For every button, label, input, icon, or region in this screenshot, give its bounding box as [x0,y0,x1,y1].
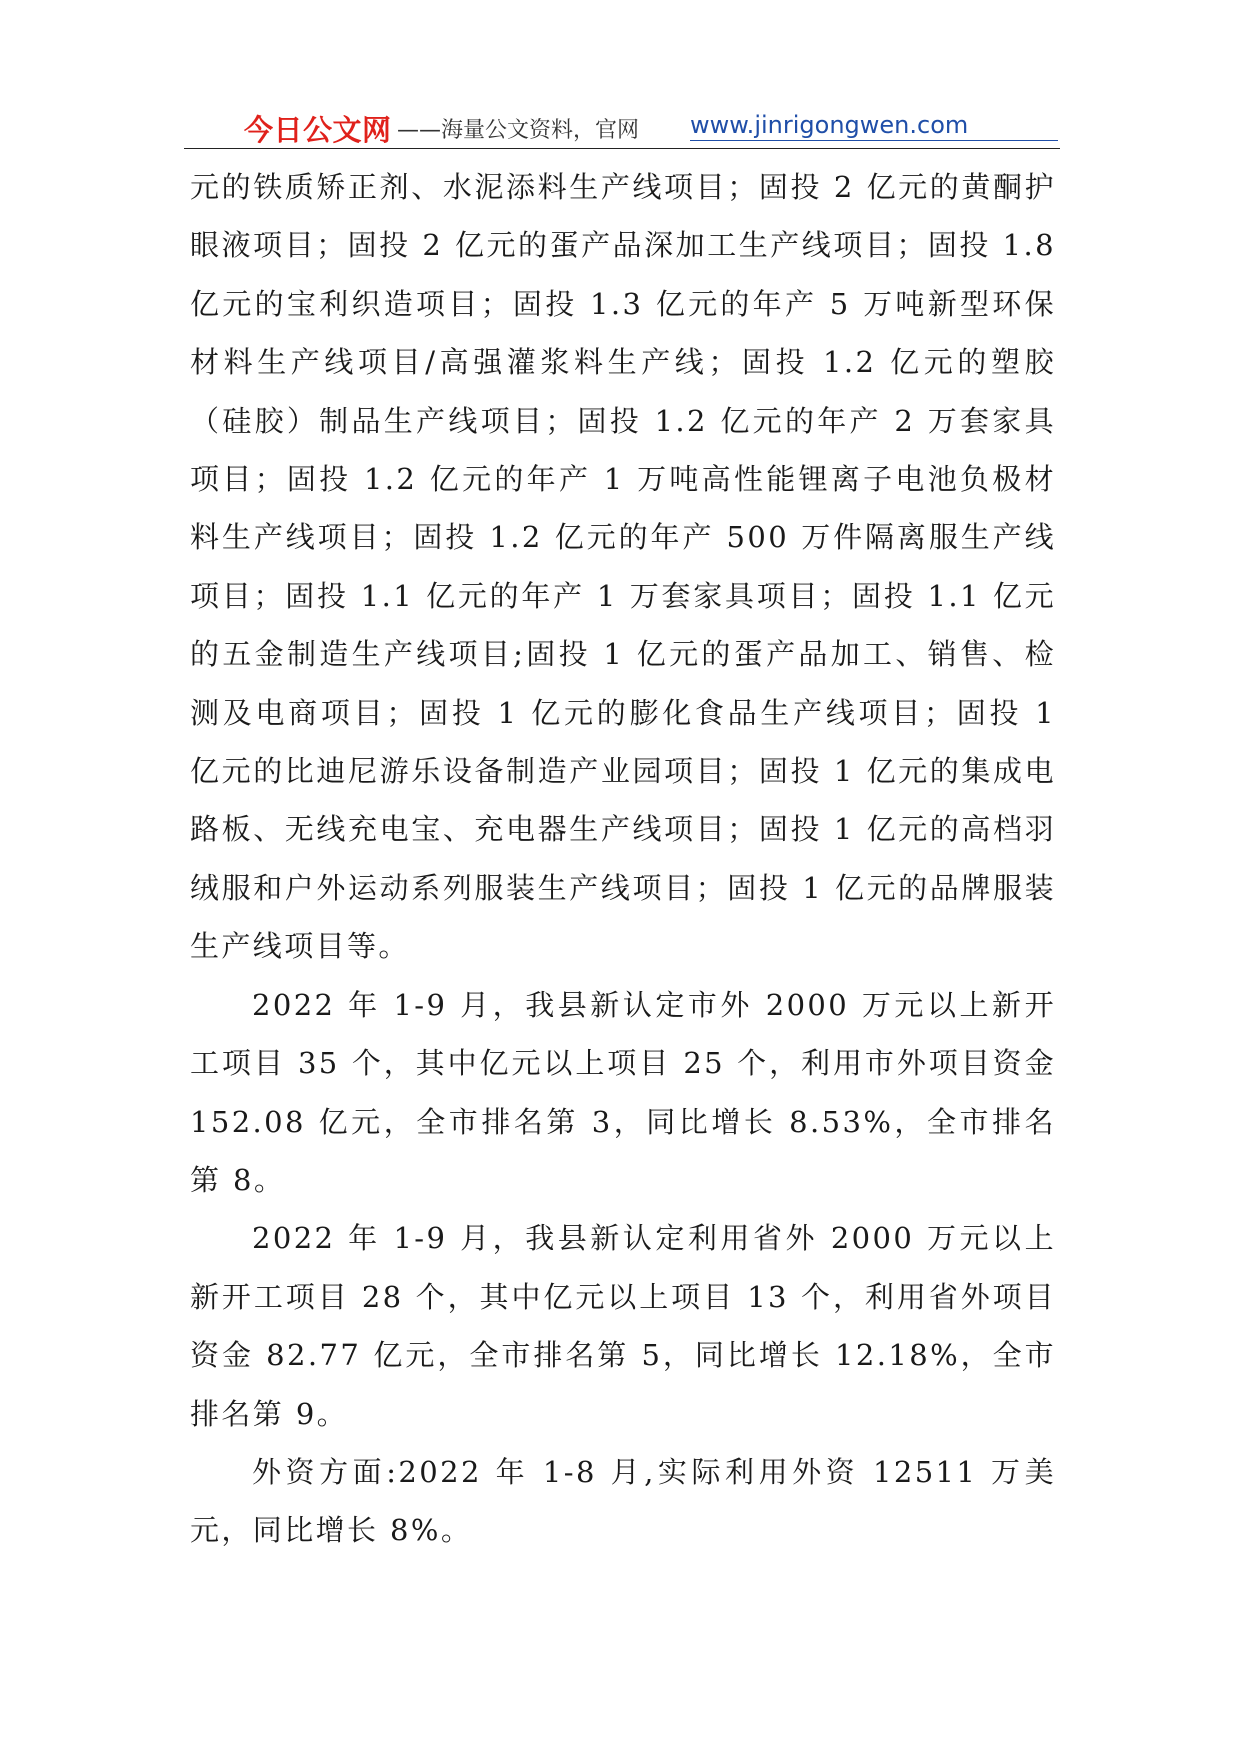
paragraph-foreign-investment: 外资方面:2022 年 1-8 月,实际利用外资 12511 万美元，同比增长 8%。 [190,1454,1056,1548]
document-body [190,158,1056,1560]
paragraph-province-projects: 2022 年 1-9 月，我县新认定利用省外 2000 万元以上新开工项目 28 个，其中亿元以上项目 13 个，利用省外项目资金 82.77 亿元，全市排名第 5，同比增长 12.18%，全市排名第 9。 [190,1221,1056,1431]
site-link-underline [690,140,1058,141]
page-header [184,106,1060,149]
brand-logo-text: 今日公文网 [244,113,392,147]
paragraph-project-list: 元的铁质矫正剂、水泥添料生产线项目；固投 2 亿元的黄酮护眼液项目；固投 2 亿元的蛋产品深加工生产线项目；固投 1.8 亿元的宝利织造项目；固投 1.3 亿元的年产 5 万吨新型环保材料生产线项目/高强灌浆料生产线；固投 1.2 亿元的塑胶（硅胶）制品生产线项目；固投 1.2 亿元的年产 2 万套家具项目；固投 1.2 亿元的年产 1 万吨高性能锂离子电池负极材料生产线项目；固投 1.2 亿元的年产 500 万件隔离服生产线项目；固投 1.1 亿元的年产 1 万套家具项目；固投 1.1 亿元的五金制造生产线项目;固投 1 亿元的蛋产品加工、销售、检测及电商项目；固投 1 亿元的膨化食品生产线项目；固投 1 亿元的比迪尼游乐设备制造产业园项目；固投 1 亿元的集成电路板、无线充电宝、充电器生产线项目；固投 1 亿元的高档羽绒服和户外运动系列服装生产线项目；固投 1 亿元的品牌服装生产线项目等。 [190,170,1056,964]
paragraph-city-projects: 2022 年 1-9 月，我县新认定市外 2000 万元以上新开工项目 35 个，其中亿元以上项目 25 个，利用市外项目资金 152.08 亿元，全市排名第 3，同比增长 8.53%，全市排名第 8。 [190,987,1056,1197]
header-tagline: ——海量公文资料，官网 [397,118,640,143]
site-link[interactable]: www.jinrigongwen.com [690,111,969,139]
